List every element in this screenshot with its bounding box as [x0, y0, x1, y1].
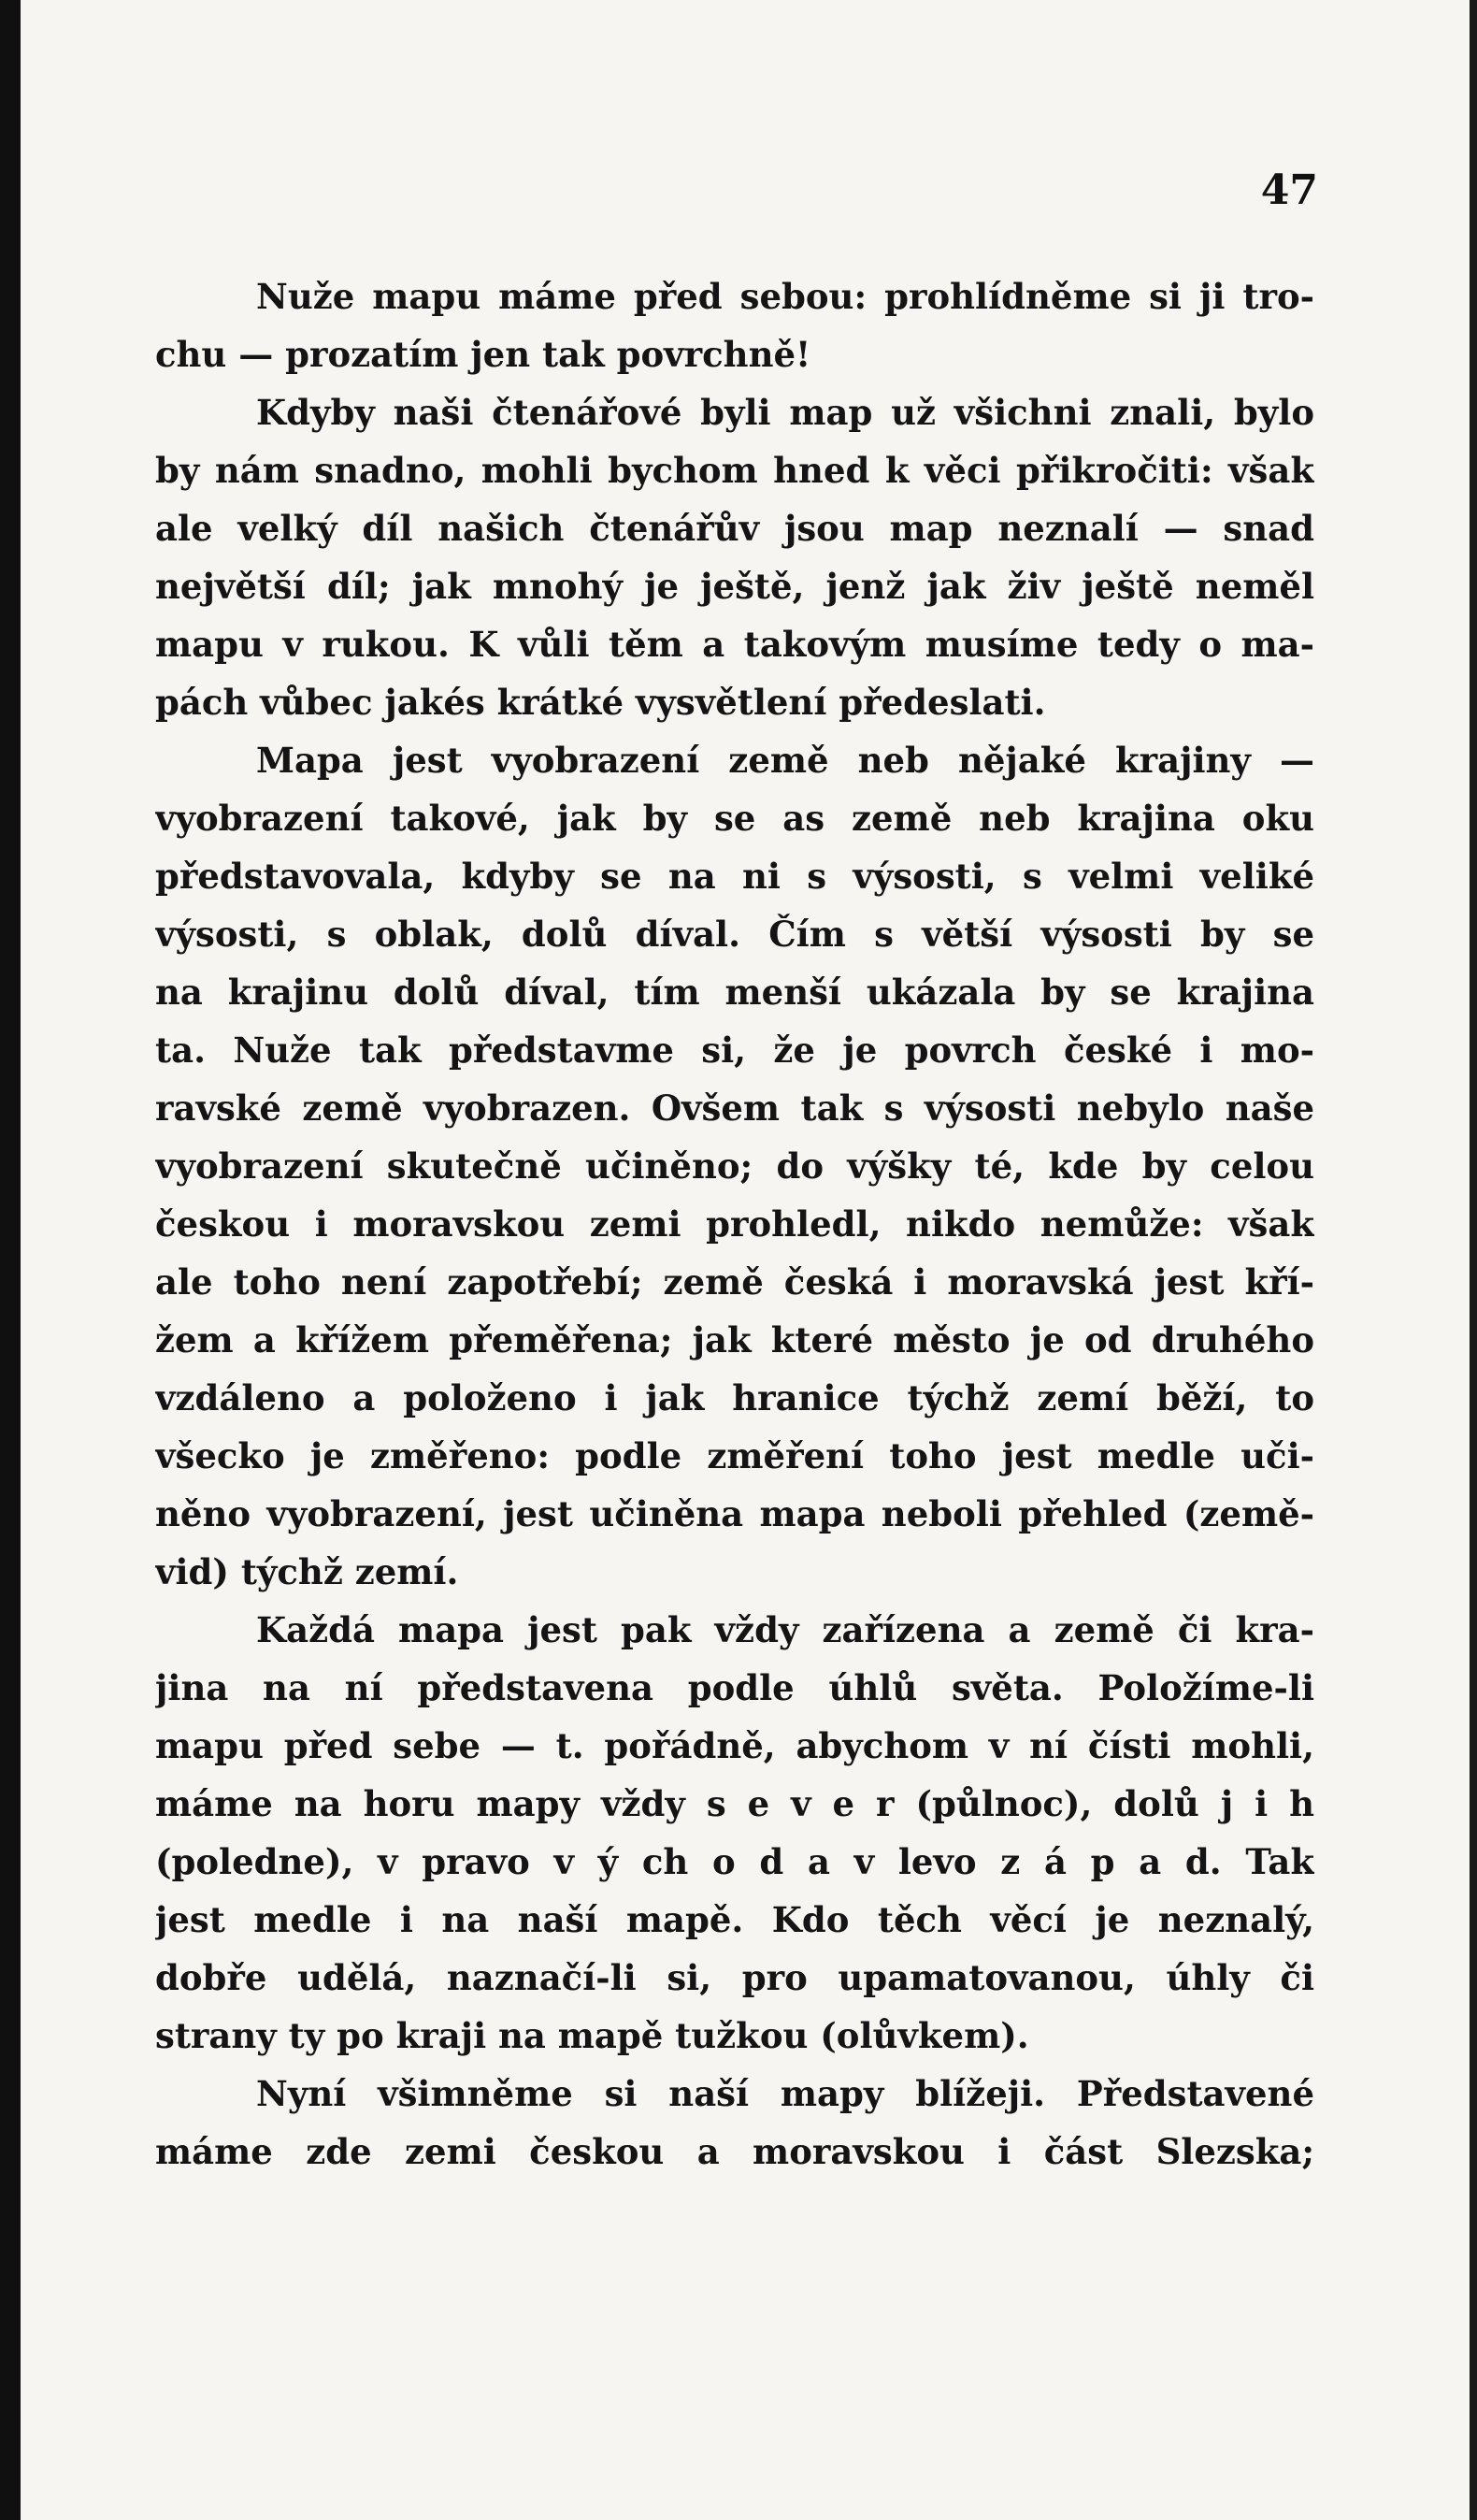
- text-line: něno vyobrazení, jest učiněna mapa neboli přehled (země-: [155, 1493, 1314, 1534]
- text-line: mapu před sebe — t. pořádně, abychom v ní čísti mohli,: [155, 1725, 1314, 1766]
- text-line: strany ty po kraji na mapě tužkou (olůvkem).: [155, 2015, 1029, 2056]
- text-line: jest medle i na naší mapě. Kdo těch věcí je neznalý,: [155, 1899, 1314, 1940]
- text-line: by nám snadno, mohli bychom hned k věci přikročiti: však: [155, 450, 1314, 491]
- text-line: Mapa jest vyobrazení země neb nějaké krajiny —: [256, 740, 1314, 781]
- text-line: ale toho není zapotřebí; země česká i moravská jest kří-: [155, 1261, 1314, 1303]
- text-line: mapu v rukou. K vůli těm a takovým musíme tedy o ma-: [155, 624, 1314, 665]
- text-line: vid) týchž zemí.: [155, 1551, 459, 1592]
- body-text: [155, 267, 1314, 2181]
- text-line: představovala, kdyby se na ni s výsosti, s velmi veliké: [155, 856, 1314, 897]
- text-line: českou i moravskou zemi prohledl, nikdo nemůže: však: [155, 1203, 1314, 1245]
- text-line: na krajinu dolů díval, tím menší ukázala by se krajina: [155, 972, 1314, 1013]
- text-line: vzdáleno a položeno i jak hranice týchž zemí běží, to: [155, 1377, 1314, 1418]
- text-line: vyobrazení takové, jak by se as země neb krajina oku: [155, 798, 1314, 839]
- text-line: jina na ní představena podle úhlů světa. Položíme-li: [155, 1667, 1314, 1708]
- text-line: vyobrazení skutečně učiněno; do výšky té, kde by celou: [155, 1145, 1314, 1187]
- text-line: výsosti, s oblak, dolů díval. Čím s větší výsosti by se: [155, 914, 1314, 955]
- text-line: Kdyby naši čtenářové byli map už všichni znali, bylo: [256, 392, 1314, 433]
- text-line: Nyní všimněme si naší mapy blížeji. Představené: [256, 2073, 1314, 2114]
- text-line: máme na horu mapy vždy s e v e r (půlnoc), dolů j i h: [155, 1783, 1314, 1824]
- text-line: ale velký díl našich čtenářův jsou map neznalí — snad: [155, 508, 1314, 549]
- text-line: největší díl; jak mnohý je ještě, jenž jak živ ještě neměl: [155, 566, 1314, 607]
- text-line: (poledne), v pravo v ý ch o d a v levo z á p a d. Tak: [155, 1841, 1314, 1882]
- text-line: ta. Nuže tak představme si, že je povrch české i mo-: [155, 1030, 1314, 1071]
- text-line: Nuže mapu máme před sebou: prohlídněme si ji tro-: [256, 276, 1314, 317]
- scan-edge-left: [0, 0, 21, 2520]
- text-line: ravské země vyobrazen. Ovšem tak s výsosti nebylo naše: [155, 1087, 1314, 1129]
- text-line: žem a křížem přeměřena; jak které město je od druhého: [155, 1319, 1314, 1361]
- text-line: všecko je změřeno: podle změření toho jest medle uči-: [155, 1435, 1314, 1476]
- text-line: máme zde zemi českou a moravskou i část Slezska;: [155, 2131, 1314, 2172]
- text-line: chu — prozatím jen tak povrchně!: [155, 334, 811, 375]
- text-line: dobře udělá, naznačí-li si, pro upamatovanou, úhly či: [155, 1957, 1314, 1998]
- text-line: pách vůbec jakés krátké vysvětlení předeslati.: [155, 682, 1046, 723]
- scan-edge-right: [1470, 0, 1477, 2520]
- page-number: 47: [1260, 166, 1318, 214]
- text-line: Každá mapa jest pak vždy zařízena a země či kra-: [256, 1609, 1314, 1650]
